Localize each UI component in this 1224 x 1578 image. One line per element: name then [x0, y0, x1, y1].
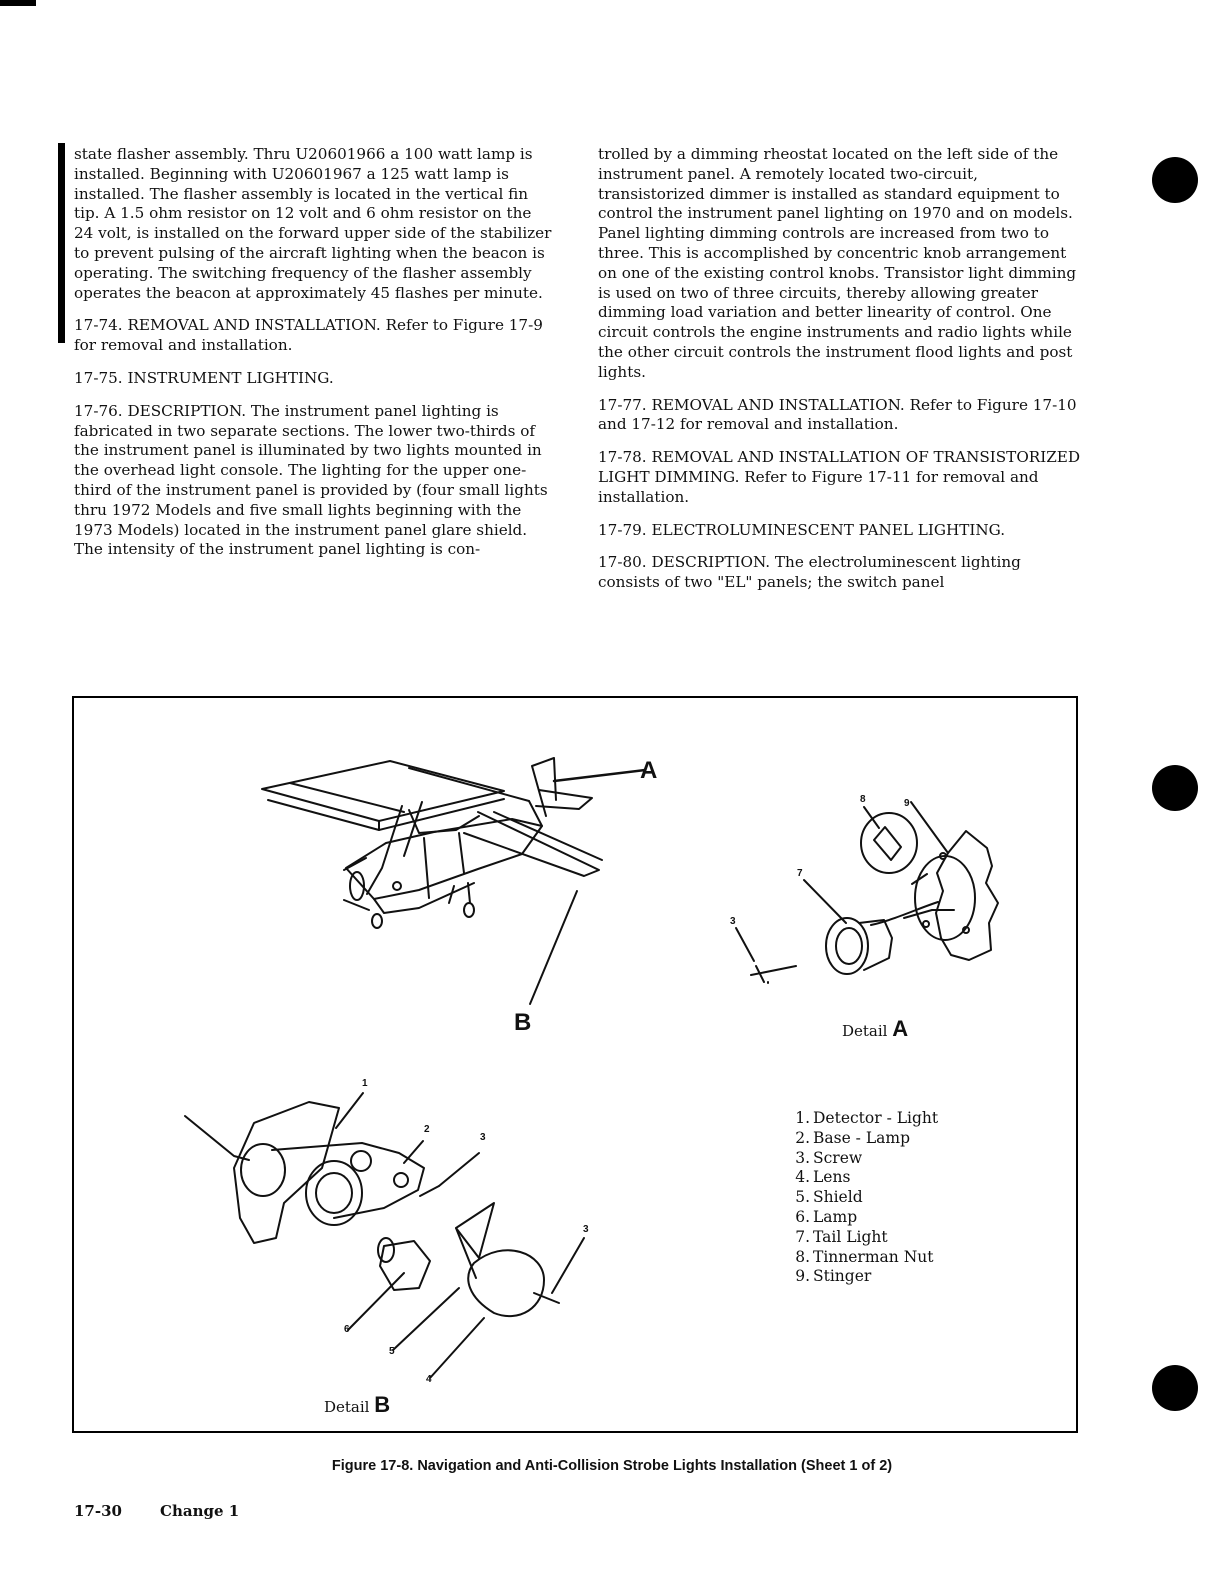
legend-label: Detector - Light — [813, 1109, 939, 1127]
legend-number: 9. — [795, 1267, 810, 1286]
page-number: 17-30 — [74, 1502, 122, 1520]
detail-a-number-3: 3 — [730, 916, 736, 927]
legend-number: 4. — [795, 1168, 810, 1187]
callout-b-label: B — [514, 1009, 532, 1036]
legend-label: Lens — [813, 1168, 851, 1187]
binder-hole-top — [1152, 157, 1198, 203]
legend-item — [778, 1267, 938, 1287]
legend-number: 7. — [795, 1227, 810, 1246]
detail-b-number-3-lower: 3 — [583, 1224, 589, 1235]
legend-number: 1. — [795, 1109, 810, 1127]
paragraph-17-78-transistorized-dimming: 17-78. REMOVAL AND INSTALLATION OF TRANSISTORIZED LIGHT DIMMING. Refer to Figure 17-11 for removal and installation. — [598, 448, 1081, 506]
figure-17-8-illustration — [72, 696, 1078, 1433]
airplane-overview-drawing — [262, 758, 645, 1004]
figure-caption: Figure 17-8. Navigation and Anti-Collision Strobe Lights Installation (Sheet 1 of 2) — [331, 1458, 893, 1474]
legend-number: 3. — [795, 1148, 810, 1167]
paragraph-17-80-description: 17-80. DESCRIPTION. The electroluminescent lighting consists of two "EL" panels; the switch panel — [598, 553, 1021, 592]
scan-corner-mark — [0, 0, 36, 6]
detail-b-navigation-light-drawing — [185, 1093, 584, 1378]
legend-label: Base - Lamp — [813, 1128, 911, 1147]
legend-item — [778, 1109, 938, 1129]
callout-a-label: A — [640, 757, 658, 784]
paragraph-flasher-assembly: state flasher assembly. Thru U20601966 a 100 watt lamp is installed. Beginning with U20601967 a 125 watt lamp is installed. The flasher assembly is located in the vertical fin tip. A 1.5 ohm resistor on 12 volt and 6 ohm resistor on the 24 volt, is installed on the forward upper side of the stabilizer to prevent pulsing of the aircraft lighting when the beacon is operating. The switching frequency of the flasher assembly operates the beacon at approximately 45 flashes per minute. — [74, 145, 552, 302]
detail-b-letter: B — [374, 1392, 391, 1417]
text-column-right — [598, 145, 1080, 606]
detail-b-number-2: 2 — [424, 1124, 430, 1135]
legend-label: Stinger — [813, 1267, 872, 1286]
revision-change-bar — [58, 143, 65, 343]
paragraph-17-74-removal: 17-74. REMOVAL AND INSTALLATION. Refer to Figure 17-9 for removal and installation. — [74, 316, 543, 355]
detail-a-letter: A — [892, 1016, 909, 1041]
legend-label: Tinnerman Nut — [813, 1247, 934, 1266]
legend-number: 8. — [795, 1247, 810, 1266]
parts-legend — [778, 1109, 938, 1287]
detail-b-number-1: 1 — [362, 1078, 368, 1089]
detail-a-title — [842, 1016, 908, 1042]
detail-a-number-8: 8 — [860, 794, 866, 805]
legend-number: 5. — [795, 1188, 810, 1207]
legend-label: Lamp — [813, 1207, 858, 1226]
binder-hole-bottom — [1152, 1365, 1198, 1411]
legend-label: Shield — [813, 1188, 863, 1207]
legend-item — [778, 1129, 938, 1149]
detail-b-title — [324, 1392, 390, 1418]
heading-17-79-electroluminescent: 17-79. ELECTROLUMINESCENT PANEL LIGHTING. — [598, 520, 1006, 539]
legend-item — [778, 1149, 938, 1169]
legend-item — [778, 1168, 938, 1188]
legend-label: Screw — [813, 1148, 863, 1167]
detail-b-number-6: 6 — [344, 1324, 350, 1335]
detail-b-word: Detail — [324, 1398, 370, 1416]
paragraph-17-76-description: 17-76. DESCRIPTION. The instrument panel lighting is fabricated in two separate sections. The lower two-thirds of the instrument panel is illuminated by two lights mounted in the overhead light console. The lighting for the upper one-third of the instrument panel is provided by (four small lights thru 1972 Models and five small lights beginning with the 1973 Models) located in the instrument panel glare shield. The intensity of the instrument panel lighting is con- — [74, 401, 548, 559]
change-notice: Change 1 — [160, 1502, 240, 1520]
legend-number: 2. — [795, 1128, 810, 1147]
paragraph-dimming-rheostat: trolled by a dimming rheostat located on the left side of the instrument panel. A remotely located two-circuit, transistorized dimmer is installed as standard equipment to control the instrument panel lighting on 1970 and on models. Panel lighting dimming controls are increased from two to three. This is accomplished by concentric knob arrangement on one of the existing control knobs. Transistor light dimming is used on two of three circuits, thereby allowing greater dimming load variation and better linearity of control. One circuit controls the engine instruments and radio lights while the other circuit controls the instrument flood lights and post lights. — [598, 145, 1077, 381]
paragraph-17-77-removal: 17-77. REMOVAL AND INSTALLATION. Refer to Figure 17-10 and 17-12 for removal and installation. — [598, 395, 1077, 434]
detail-a-number-7: 7 — [797, 868, 803, 879]
detail-b-number-3-upper: 3 — [480, 1132, 486, 1143]
detail-b-number-4: 4 — [426, 1374, 432, 1385]
legend-item — [778, 1248, 938, 1268]
detail-a-tail-light-drawing — [736, 802, 998, 983]
text-column-left — [74, 145, 552, 573]
detail-b-number-5: 5 — [389, 1346, 395, 1357]
legend-item — [778, 1208, 938, 1228]
detail-a-word: Detail — [842, 1022, 888, 1040]
legend-label: Tail Light — [813, 1227, 888, 1246]
heading-17-75-instrument-lighting: 17-75. INSTRUMENT LIGHTING. — [74, 368, 334, 387]
legend-item — [778, 1188, 938, 1208]
legend-number: 6. — [795, 1207, 810, 1226]
legend-item — [778, 1228, 938, 1248]
binder-hole-middle — [1152, 765, 1198, 811]
detail-a-number-9: 9 — [904, 798, 910, 809]
